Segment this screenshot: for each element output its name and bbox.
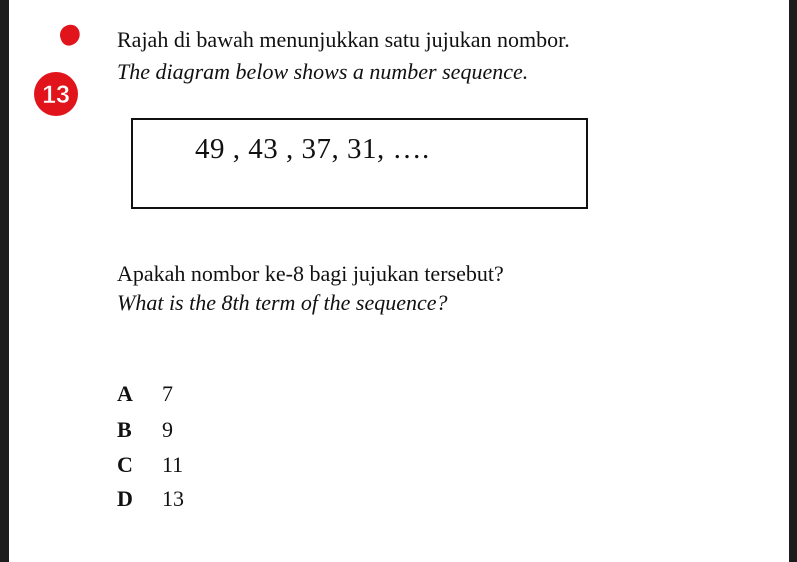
prompt-english: What is the 8th term of the sequence? (117, 290, 448, 315)
question-number: 13 (42, 81, 70, 109)
red-dot-icon (57, 22, 83, 48)
option-a[interactable] (117, 381, 173, 407)
option-value: 9 (162, 417, 173, 442)
stem-malay: Rajah di bawah menunjukkan satu jujukan nombor. (117, 27, 570, 52)
option-letter: B (117, 417, 132, 442)
question-number-svg (34, 72, 78, 116)
sequence-box (131, 118, 588, 209)
option-value: 7 (162, 381, 173, 406)
left-edge-bar (0, 0, 9, 562)
option-b[interactable] (117, 417, 173, 443)
option-letter: C (117, 452, 133, 477)
right-edge-bar (789, 0, 797, 562)
option-letter: D (117, 486, 133, 511)
option-d[interactable] (117, 486, 184, 512)
option-c[interactable] (117, 452, 183, 478)
prompt-malay: Apakah nombor ke-8 bagi jujukan tersebut? (117, 261, 504, 286)
question-number-badge (34, 72, 78, 116)
option-value: 13 (162, 486, 184, 511)
stem-english: The diagram below shows a number sequence. (117, 59, 529, 84)
option-letter: A (117, 381, 133, 406)
number-sequence: 49 , 43 , 37, 31, …. (195, 133, 430, 165)
option-value: 11 (162, 452, 184, 477)
